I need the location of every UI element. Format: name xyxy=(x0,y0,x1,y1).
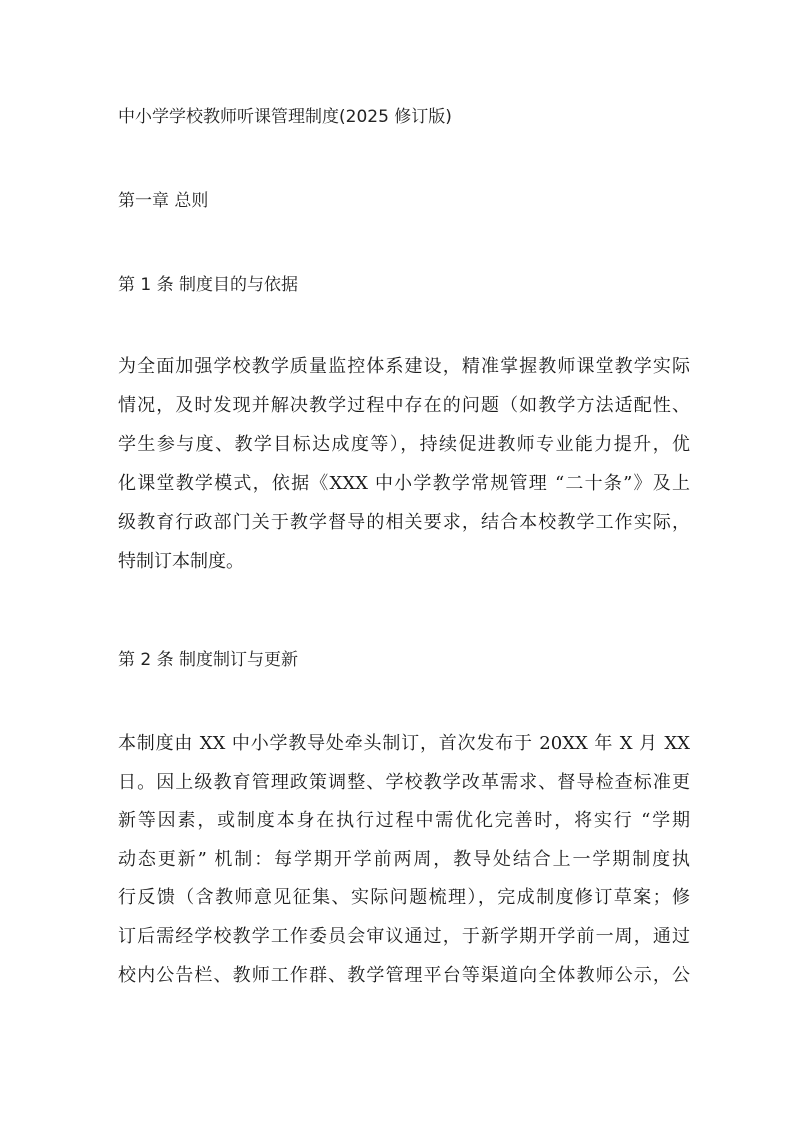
document-title: 中小学学校教师听课管理制度(2025 修订版) xyxy=(118,107,452,127)
paragraph-line: 动态更新” 机制：每学期开学前两周，教导处结合上一学期制度执 xyxy=(118,849,690,870)
paragraph-line: 本制度由 XX 中小学教导处牵头制订，首次发布于 20XX 年 X 月 XX xyxy=(118,733,690,754)
paragraph-line: 情况，及时发现并解决教学过程中存在的问题（如教学方法适配性、 xyxy=(118,395,690,416)
paragraph-line: 订后需经学校教学工作委员会审议通过，于新学期开学前一周，通过 xyxy=(118,926,690,947)
chapter-heading: 第一章 总则 xyxy=(118,191,209,211)
paragraph-line: 行反馈（含教师意见征集、实际问题梳理），完成制度修订草案；修 xyxy=(118,887,690,908)
paragraph-line: 级教育行政部门关于教学督导的相关要求，结合本校教学工作实际， xyxy=(118,512,690,533)
paragraph-line: 化课堂教学模式，依据《XXX 中小学教学常规管理 “二十条”》及上 xyxy=(118,473,690,494)
paragraph-line: 特制订本制度。 xyxy=(118,551,244,572)
paragraph-line: 为全面加强学校教学质量监控体系建设，精准掌握教师课堂教学实际 xyxy=(118,356,690,377)
paragraph-line: 校内公告栏、教师工作群、教学管理平台等渠道向全体教师公示，公 xyxy=(118,965,690,986)
paragraph-line: 日。因上级教育管理政策调整、学校教学改革需求、督导检查标准更 xyxy=(118,772,690,793)
paragraph-line: 新等因素，或制度本身在执行过程中需优化完善时，将实行 “学期 xyxy=(118,810,690,831)
article-2-heading: 第 2 条 制度制订与更新 xyxy=(118,650,299,670)
article-1-heading: 第 1 条 制度目的与依据 xyxy=(118,275,299,295)
paragraph-line: 学生参与度、教学目标达成度等），持续促进教师专业能力提升，优 xyxy=(118,434,690,455)
